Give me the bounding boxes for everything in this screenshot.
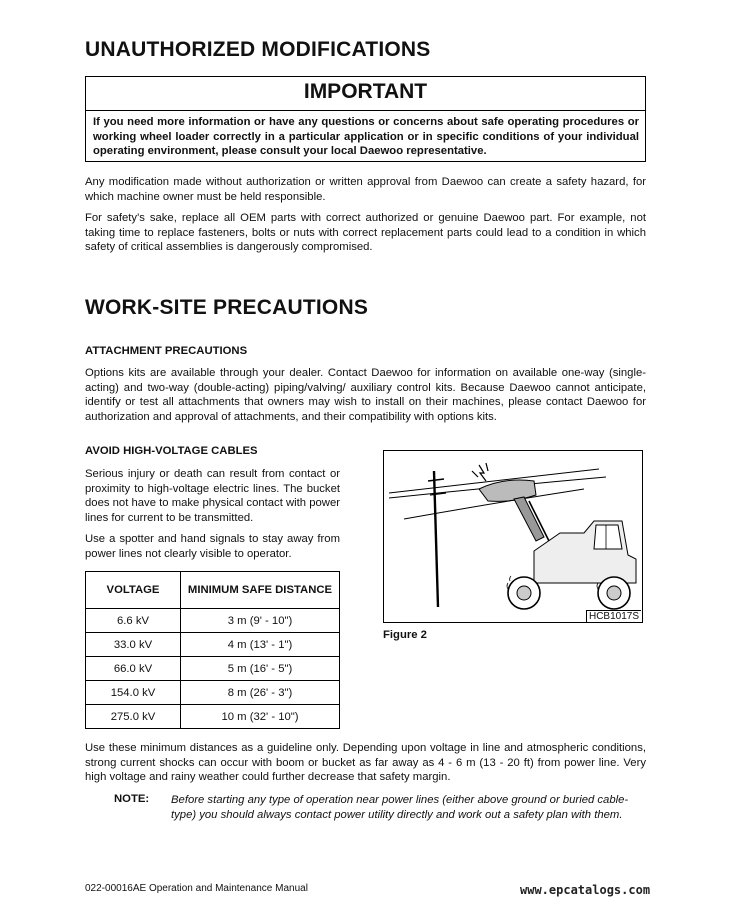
guideline-paragraph: Use these minimum distances as a guideline only. Depending upon voltage in line and atmospheric conditions, strong current shocks can occur with boom or bucket as far away as 4 - 6 m (13 - 20 ft) from power line. Very high voltage and rainy weather could further decrease that safety margin. [85, 742, 646, 784]
table-header-distance: MINIMUM SAFE DISTANCE [181, 572, 340, 609]
table-header-voltage: VOLTAGE [86, 572, 181, 609]
figure-caption: Figure 2 [383, 629, 427, 641]
voltage-distance-table [85, 571, 340, 729]
voltage-cell: 6.6 kV [86, 609, 181, 633]
high-voltage-paragraph-2: Use a spotter and hand signals to stay away from power lines not clearly visible to operator. [85, 533, 340, 560]
high-voltage-paragraph-1: Serious injury or death can result from contact or proximity to high-voltage electric lines. The bucket does not have to make physical contact with power lines for current to be transmitted. [85, 468, 340, 524]
footer-manual-title: 022-00016AE Operation and Maintenance Manual [85, 883, 308, 894]
watermark: www.epcatalogs.com [520, 883, 651, 897]
table-row [86, 705, 340, 729]
voltage-cell: 33.0 kV [86, 633, 181, 657]
distance-cell: 5 m (16' - 5") [181, 657, 340, 681]
note-label: NOTE: [114, 793, 150, 805]
important-text: If you need more information or have any questions or concerns about safe operating procedures or working wheel loader correctly in a particular application or in specific conditions of your individual operating environment, please consult your local Daewoo representative. [93, 116, 639, 157]
wheel-loader-power-line-illustration [384, 451, 642, 622]
important-box [85, 76, 646, 162]
section-title-modifications: UNAUTHORIZED MODIFICATIONS [85, 38, 431, 61]
voltage-cell: 154.0 kV [86, 681, 181, 705]
table-row [86, 633, 340, 657]
attachment-paragraph: Options kits are available through your dealer. Contact Daewoo for information on available one-way (single-acting) and two-way (double-acting) piping/valving/ auxiliary control kits. Because Daewoo cannot anticipate, identify or test all attachments that owners may wish to install on their machines, please contact Daewoo for authorization and approval of attachments, and their compatibility with options kits. [85, 367, 646, 423]
figure-code: HCB1017S [586, 610, 641, 622]
modification-paragraph-2: For safety's sake, replace all OEM parts with correct authorized or genuine Daewoo part. For example, not taking time to replace fasteners, bolts or nuts with correct replacement parts could lead to a condition in which safety of critical assemblies is dangerously compromised. [85, 212, 646, 254]
section-title-worksite: WORK-SITE PRECAUTIONS [85, 296, 369, 319]
voltage-cell: 66.0 kV [86, 657, 181, 681]
modification-paragraph-1: Any modification made without authorization or written approval from Daewoo can create a safety hazard, for which machine owner must be held responsible. [85, 176, 646, 203]
distance-cell: 10 m (32' - 10") [181, 705, 340, 729]
note-text: Before starting any type of operation near power lines (either above ground or buried cable-type) you should always contact power utility directly and work out a safety plan with them. [171, 794, 629, 821]
voltage-cell: 275.0 kV [86, 705, 181, 729]
distance-cell: 3 m (9' - 10") [181, 609, 340, 633]
table-row [86, 609, 340, 633]
high-voltage-heading: AVOID HIGH-VOLTAGE CABLES [85, 445, 258, 457]
distance-cell: 8 m (26' - 3") [181, 681, 340, 705]
distance-cell: 4 m (13' - 1") [181, 633, 340, 657]
table-row [86, 657, 340, 681]
table-row [86, 681, 340, 705]
attachment-heading: ATTACHMENT PRECAUTIONS [85, 345, 248, 357]
important-title: IMPORTANT [86, 77, 645, 111]
figure-power-line-loader [383, 450, 643, 623]
